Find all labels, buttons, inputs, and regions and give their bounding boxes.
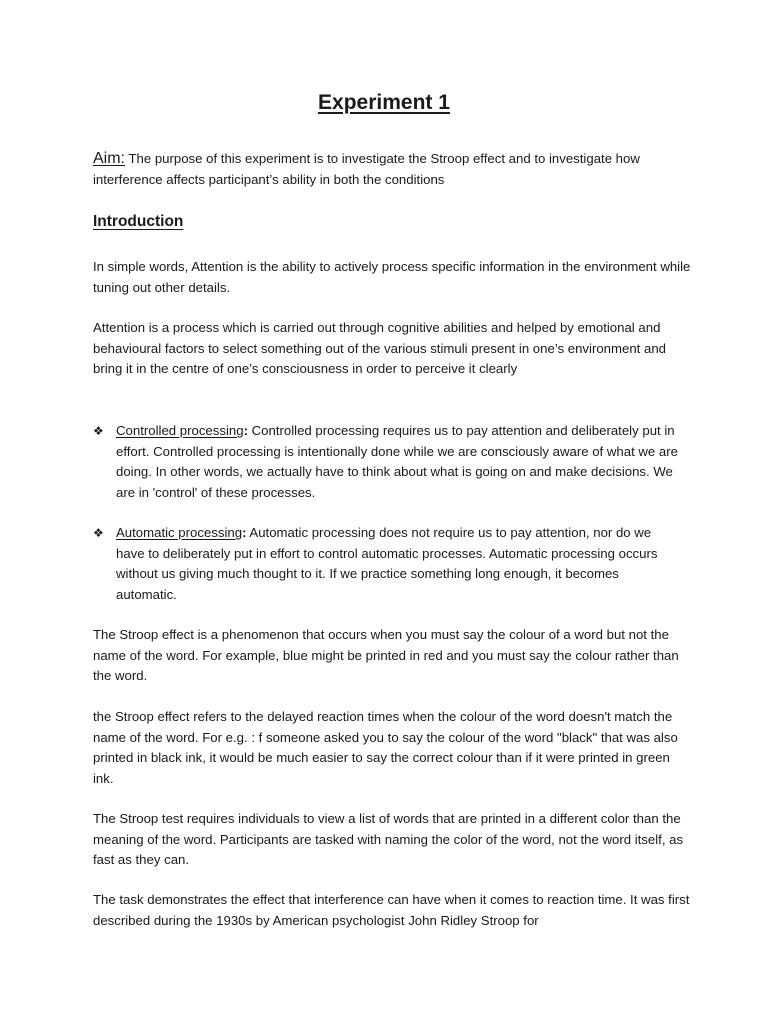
bullet-separator: :	[242, 525, 247, 540]
introduction-heading: Introduction	[93, 213, 184, 230]
bullet-term: Controlled processing	[116, 423, 244, 438]
bullet-description: Controlled processing requires us to pay attention and deliberately put in effort. Controlled processing is intentionally done while we are consciously aware of what we are doing. In other words, we actually have to think about what is going on and make decisions. We are in 'control' of these processes.	[116, 423, 678, 500]
stroop-history-paragraph: The task demonstrates the effect that interference can have when it comes to reaction time. It was first described during the 1930s by American psychologist John Ridley Stroop for	[93, 892, 690, 928]
bullet-description: Automatic processing does not require us to pay attention, nor do we have to deliberately put in effort to control automatic processes. Automatic processing occurs without us giving much thought to it. If we practice something long enough, it becomes automatic.	[116, 525, 658, 602]
aim-text: The purpose of this experiment is to investigate the Stroop effect and to investigate how interference affects participant’s ability in both the conditions	[93, 151, 640, 187]
attention-paragraph: Attention is a process which is carried out through cognitive abilities and helped by emotional and behavioural factors to select something out of the various stimuli present in one’s environment and bring it in the centre of one’s consciousness in order to perceive it clearly	[93, 320, 666, 377]
stroop-reaction-paragraph: the Stroop effect refers to the delayed reaction times when the colour of the word doesn't match the name of the word. For e.g. : f someone asked you to say the colour of the word "black" that was also printed in black ink, it would be much easier to say the correct colour than if it were printed in green ink.	[93, 709, 678, 786]
intro-paragraph: In simple words, Attention is the ability to actively process specific information in the environment while tuning out other details.	[93, 259, 691, 295]
stroop-definition-paragraph: The Stroop effect is a phenomenon that occurs when you must say the colour of a word but not the name of the word. For example, blue might be printed in red and you must say the colour rather than the word.	[93, 627, 679, 684]
bullet-term: Automatic processing	[116, 525, 243, 540]
bullet-separator: :	[243, 423, 248, 438]
aim-label: Aim:	[93, 150, 125, 167]
document-title	[0, 88, 768, 118]
title-text: Experiment 1	[318, 91, 450, 114]
diamond-bullet-icon: ❖	[93, 526, 104, 540]
bullet-text	[116, 421, 683, 503]
diamond-bullet-icon: ❖	[93, 424, 104, 438]
stroop-test-paragraph: The Stroop test requires individuals to view a list of words that are printed in a different color than the meaning of the word. Participants are tasked with naming the color of the word, not the word itself, as fast as they can.	[93, 811, 684, 868]
aim-section	[93, 148, 693, 190]
bullet-text	[116, 523, 683, 605]
